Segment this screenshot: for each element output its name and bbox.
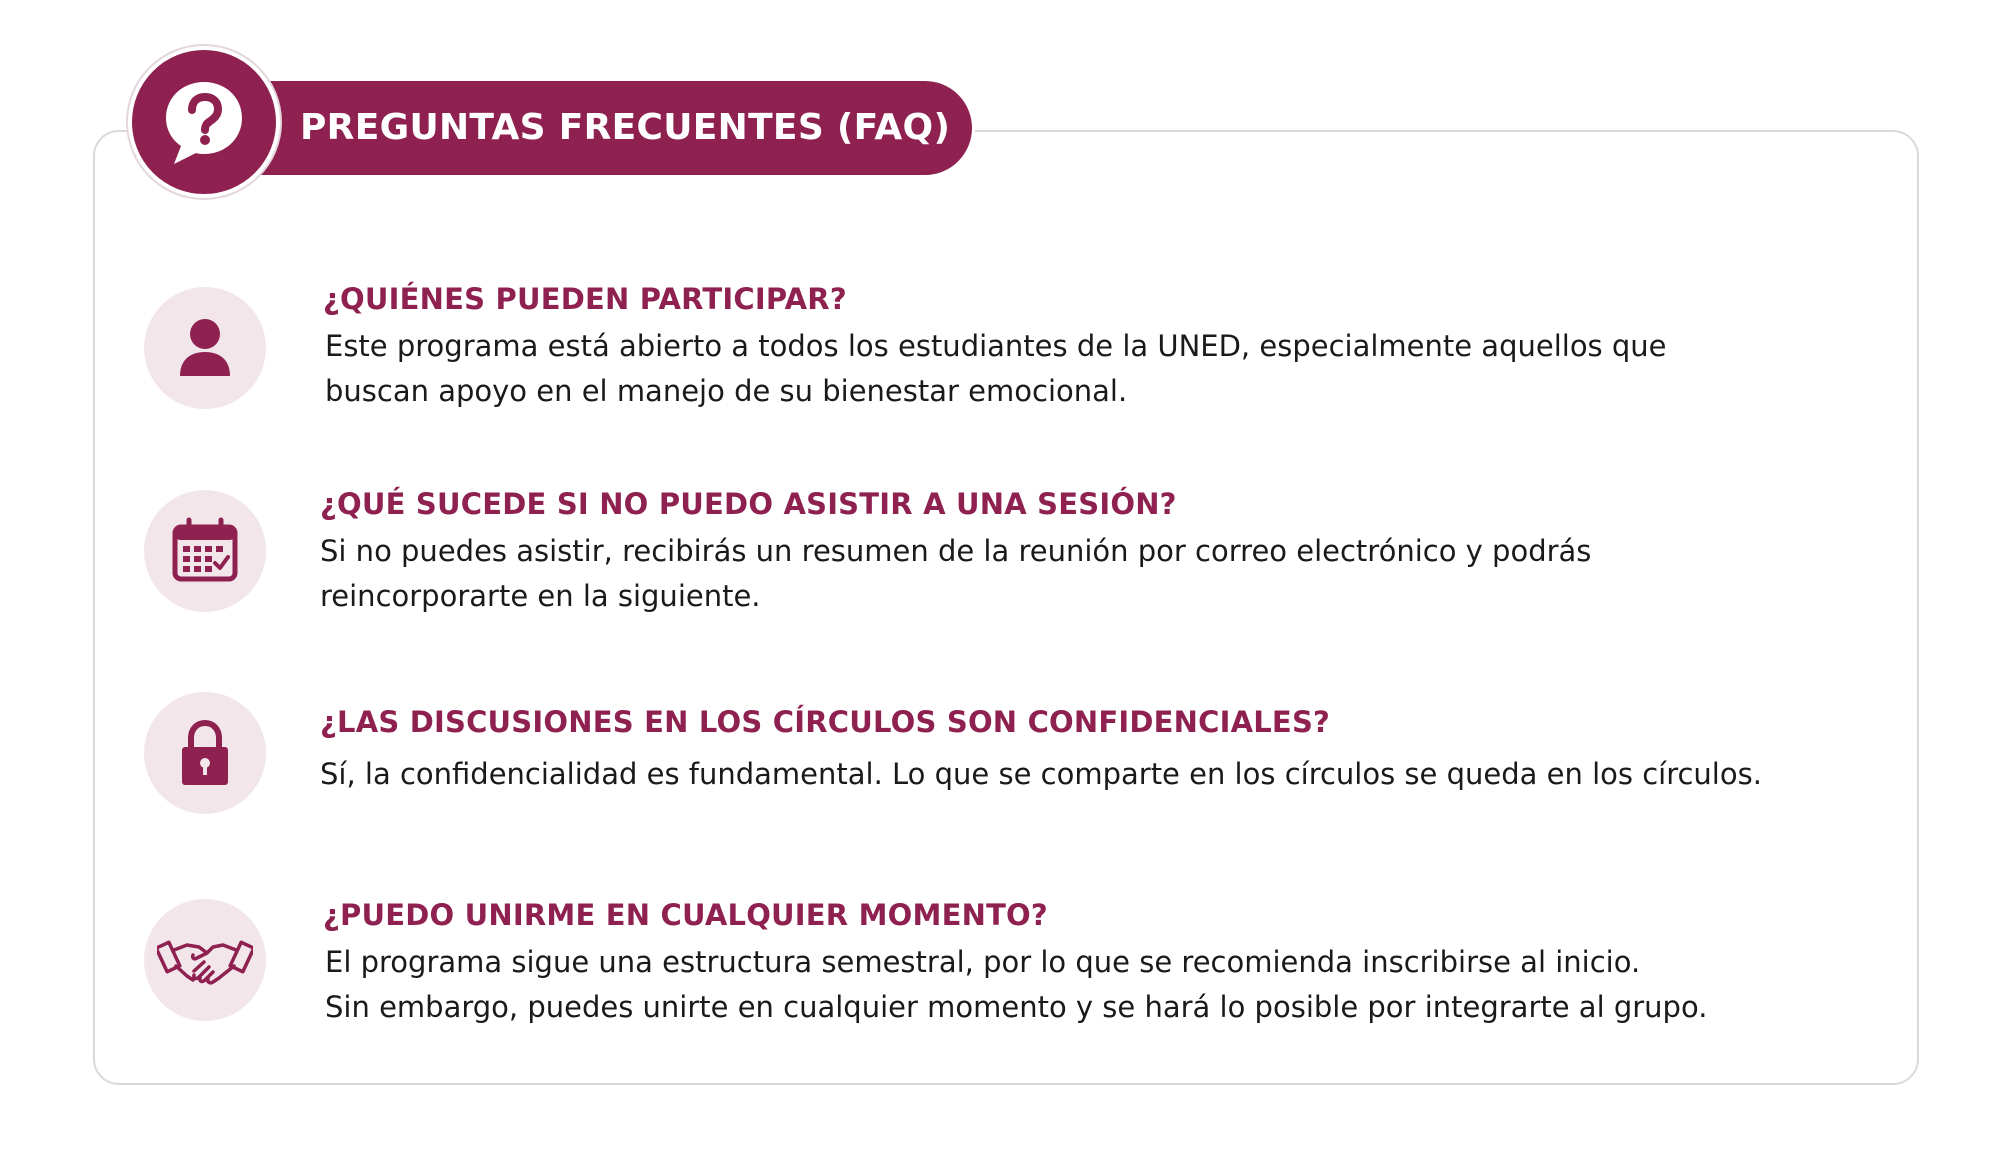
question-bubble-icon bbox=[128, 46, 280, 198]
lock-icon bbox=[144, 692, 266, 814]
page-title: PREGUNTAS FRECUENTES (FAQ) bbox=[300, 107, 951, 148]
faq-question-3: ¿LAS DISCUSIONES EN LOS CÍRCULOS SON CONFIDENCIALES? bbox=[320, 705, 1331, 739]
person-icon bbox=[144, 287, 266, 409]
faq-answer-2-line-1: Si no puedes asistir, recibirás un resumen de la reunión por correo electrónico y podrás bbox=[320, 534, 1592, 568]
faq-answer-2-line-2: reincorporarte en la siguiente. bbox=[320, 579, 761, 613]
faq-question-1: ¿QUIÉNES PUEDEN PARTICIPAR? bbox=[323, 282, 847, 316]
handshake-icon bbox=[144, 899, 266, 1021]
faq-answer-1-line-1: Este programa está abierto a todos los estudiantes de la UNED, especialmente aquellos que bbox=[325, 329, 1667, 363]
calendar-icon bbox=[144, 490, 266, 612]
faq-question-2: ¿QUÉ SUCEDE SI NO PUEDO ASISTIR A UNA SESIÓN? bbox=[320, 487, 1177, 521]
faq-question-4: ¿PUEDO UNIRME EN CUALQUIER MOMENTO? bbox=[323, 898, 1048, 932]
faq-answer-4-line-1: El programa sigue una estructura semestral, por lo que se recomienda inscribirse al inicio. bbox=[325, 945, 1641, 979]
faq-answer-4-line-2: Sin embargo, puedes unirte en cualquier momento y se hará lo posible por integrarte al grupo. bbox=[325, 990, 1708, 1024]
faq-answer-1-line-2: buscan apoyo en el manejo de su bienestar emocional. bbox=[325, 374, 1128, 408]
faq-answer-3-line-1: Sí, la confidencialidad es fundamental. Lo que se comparte en los círculos se queda en los círculos. bbox=[320, 757, 1762, 791]
